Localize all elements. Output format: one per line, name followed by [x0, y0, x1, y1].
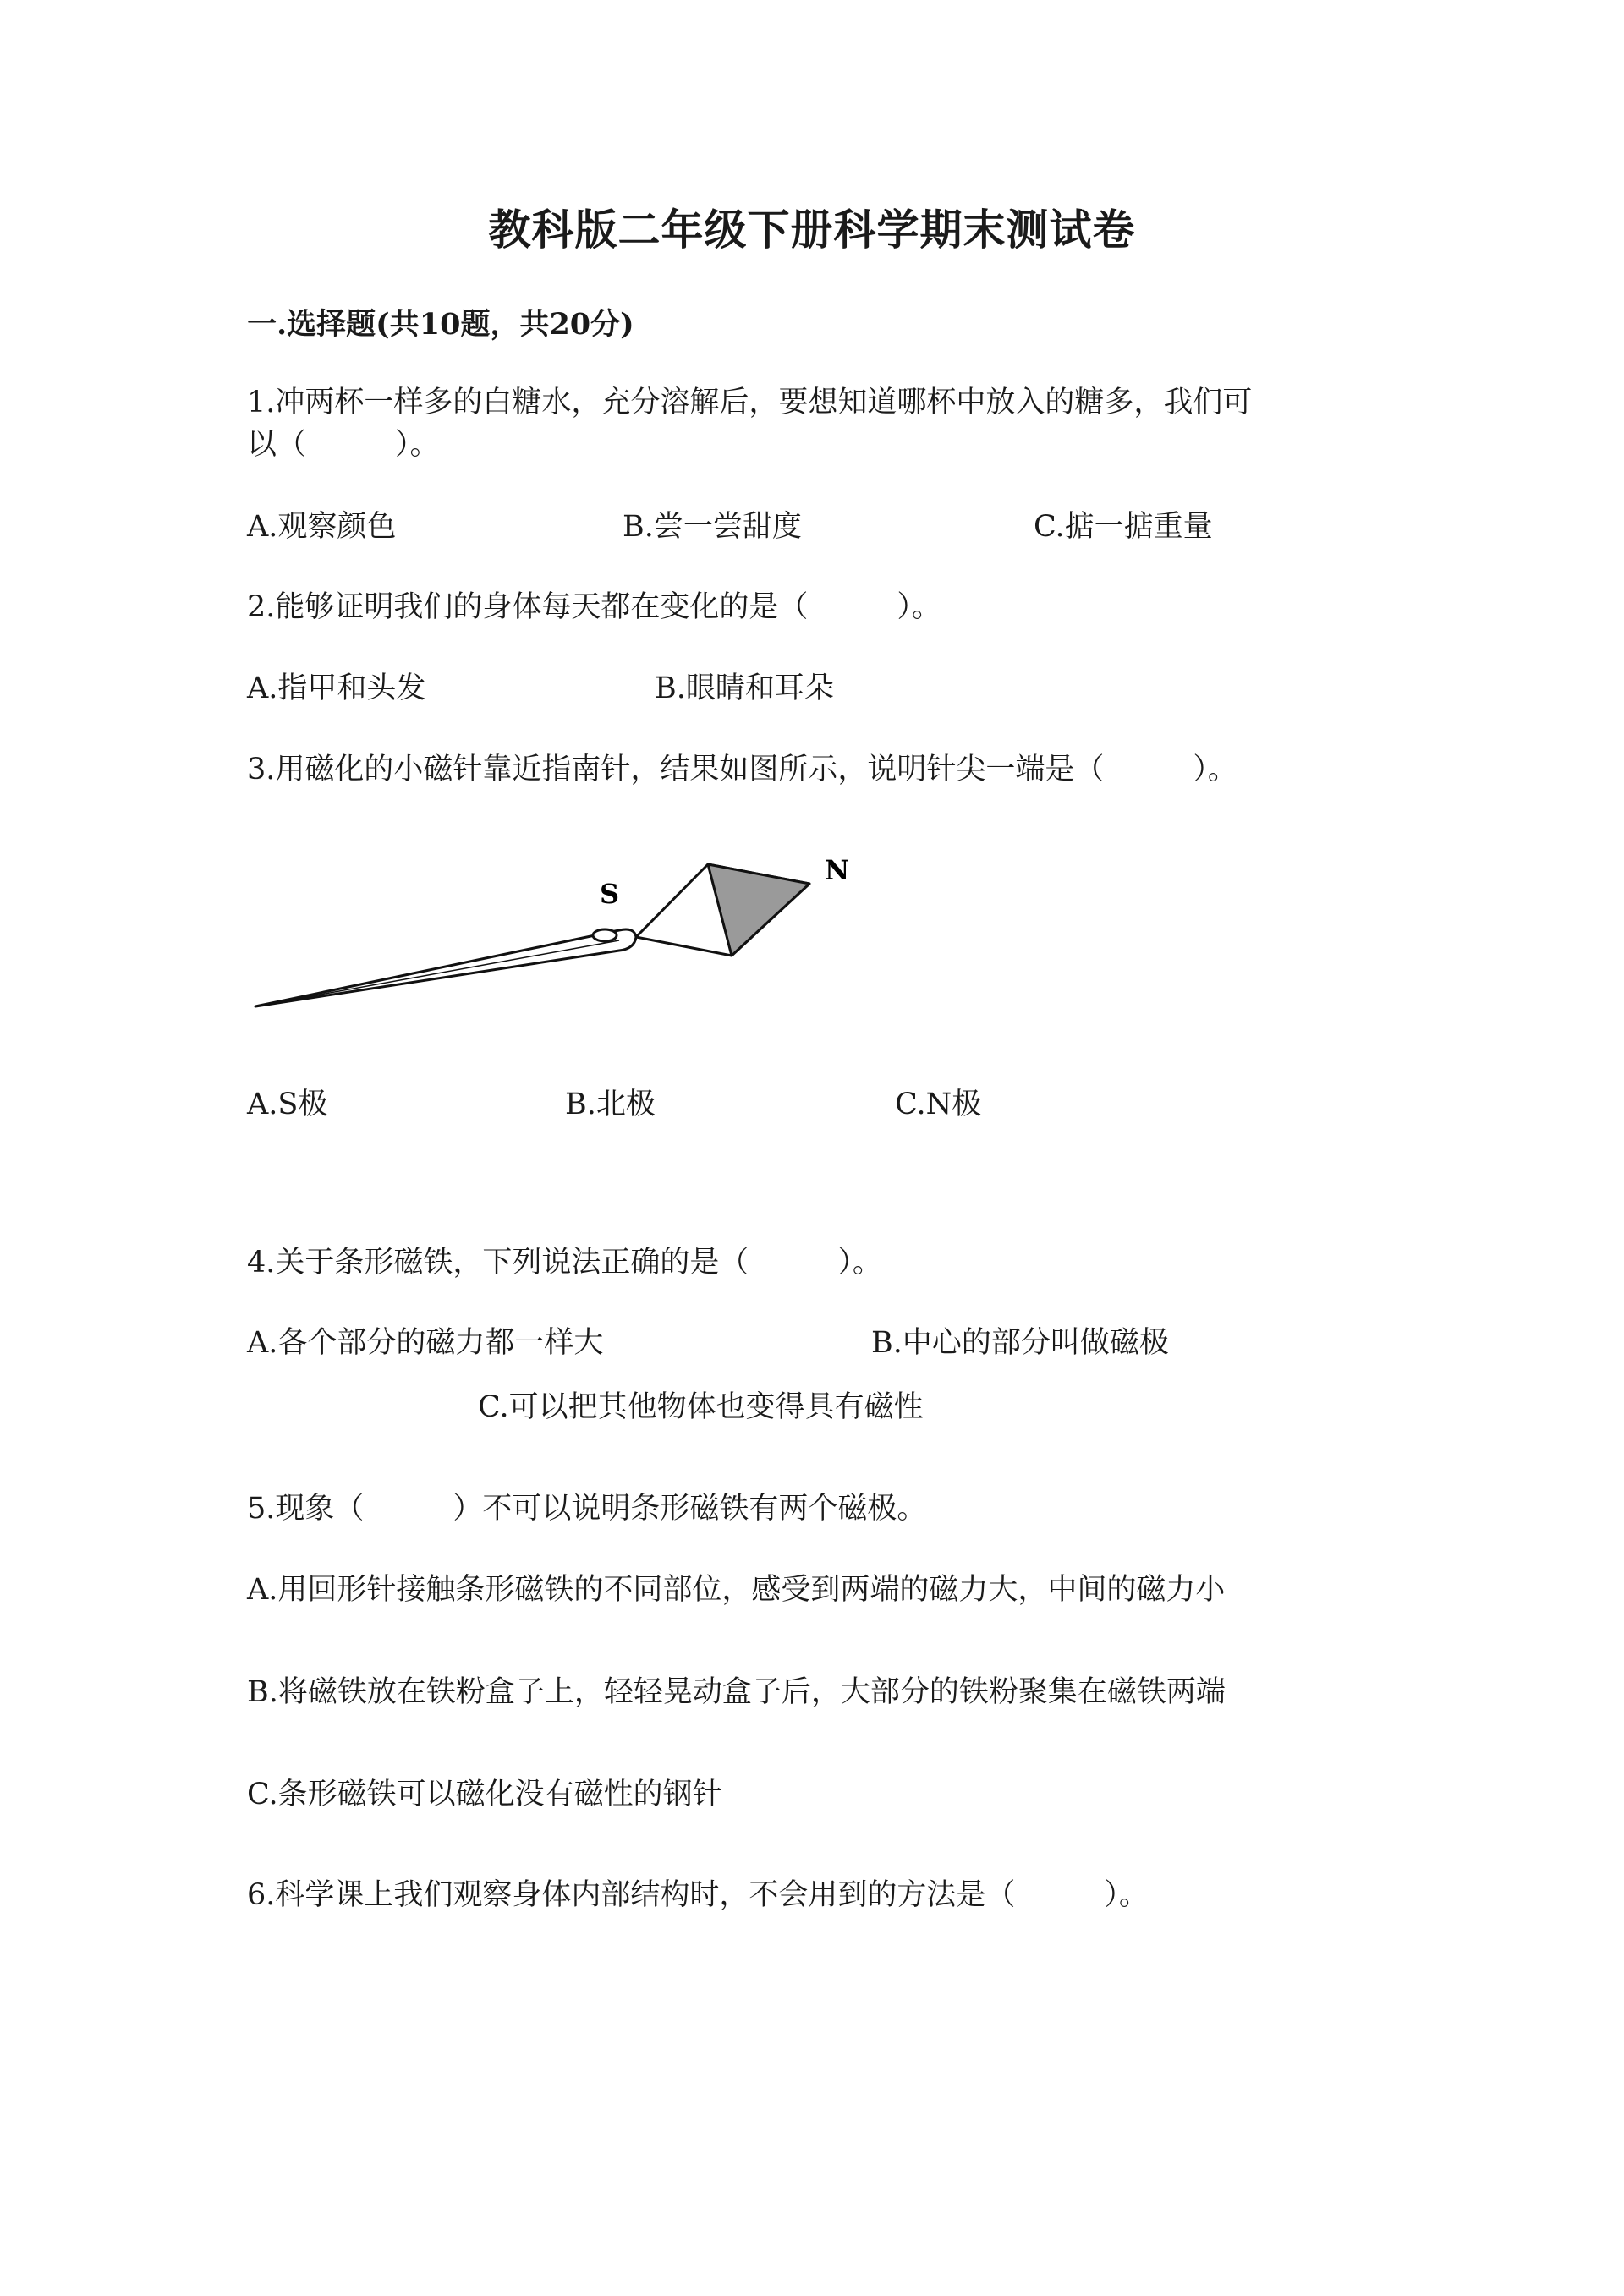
question-1-stem-line-1: 1.冲两杯一样多的白糖水，充分溶解后，要想知道哪杯中放入的糖多，我们可: [247, 386, 1253, 419]
label-s: S: [600, 878, 620, 910]
section-heading: 一.选择题(共10题，共20分): [247, 307, 634, 342]
question-5-stem: 5.现象（ ）不可以说明条形磁铁有两个磁极。: [247, 1492, 927, 1526]
question-2-stem: 2.能够证明我们的身体每天都在变化的是（ ）。: [247, 590, 941, 624]
question-5-option-b: B.将磁铁放在铁粉盒子上，轻轻晃动盒子后，大部分的铁粉聚集在磁铁两端: [247, 1675, 1226, 1709]
needle-compass-figure: [247, 837, 873, 1032]
question-3-stem: 3.用磁化的小磁针靠近指南针，结果如图所示，说明针尖一端是（ ）。: [247, 753, 1237, 786]
question-4-stem: 4.关于条形磁铁，下列说法正确的是（ ）。: [247, 1246, 882, 1280]
needle-eye: [593, 929, 617, 941]
question-5-option-a: A.用回形针接触条形磁铁的不同部位，感受到两端的磁力大，中间的磁力小: [247, 1573, 1226, 1607]
label-n: N: [825, 854, 850, 886]
question-5-option-c: C.条形磁铁可以磁化没有磁性的钢针: [247, 1778, 722, 1811]
question-3-option-c: C.N极: [895, 1088, 982, 1121]
question-4-option-b: B.中心的部分叫做磁极: [871, 1326, 1169, 1360]
page-title: 教科版二年级下册科学期末测试卷: [488, 205, 1136, 255]
question-1-option-b: B.尝一尝甜度: [623, 510, 802, 544]
question-3-option-a: A.S极: [247, 1088, 328, 1121]
question-1-option-c: C.掂一掂重量: [1034, 510, 1213, 544]
question-2-option-a: A.指甲和头发: [247, 671, 426, 705]
question-1-option-a: A.观察颜色: [247, 510, 397, 544]
question-4-option-a: A.各个部分的磁力都一样大: [247, 1326, 604, 1360]
question-2-option-b: B.眼睛和耳朵: [655, 671, 834, 705]
question-3-option-b: B.北极: [565, 1088, 656, 1121]
question-6-stem: 6.科学课上我们观察身体内部结构时，不会用到的方法是（ ）。: [247, 1878, 1149, 1912]
question-4-option-c: C.可以把其他物体也变得具有磁性: [478, 1390, 924, 1424]
magnetized-needle: [255, 929, 636, 1006]
question-1-stem-line-2: 以（ ）。: [247, 428, 440, 462]
